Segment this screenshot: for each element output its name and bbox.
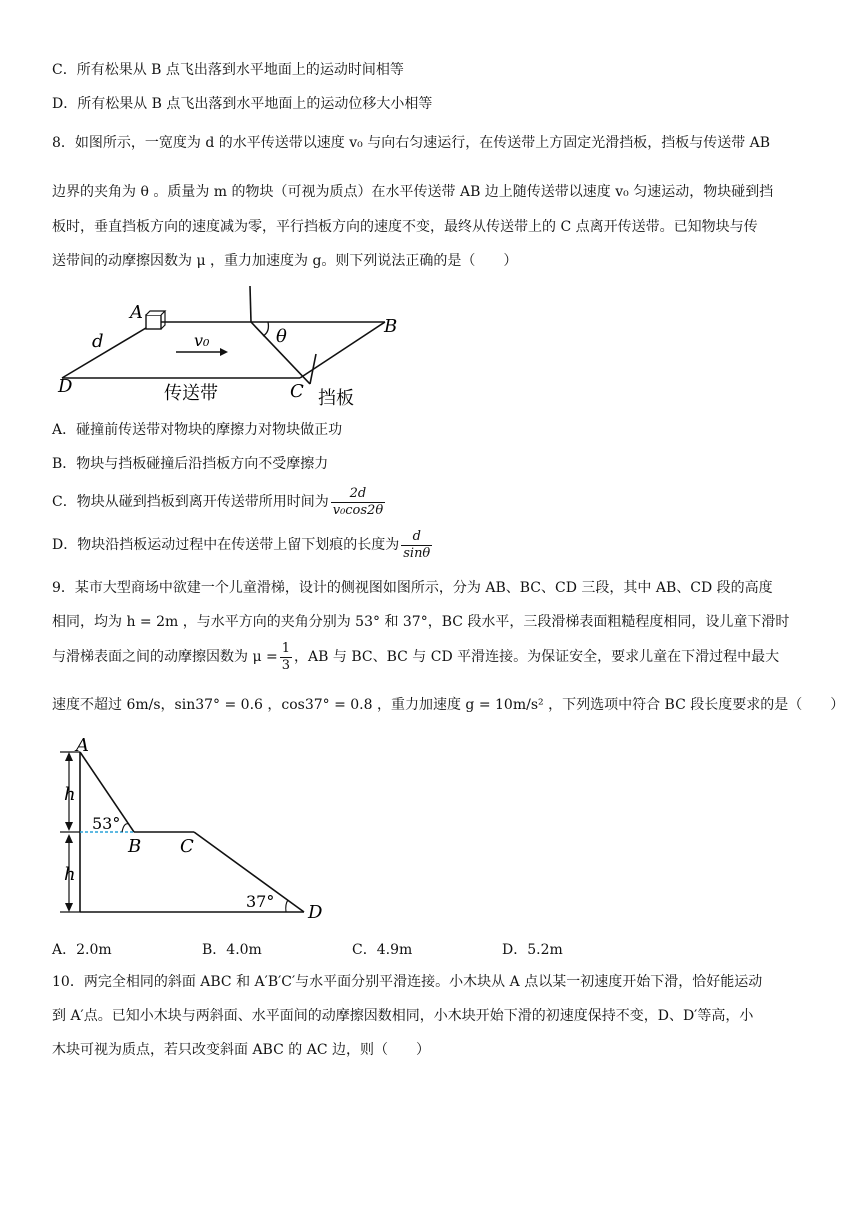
block [146, 315, 161, 329]
fraction-denominator: 3 [281, 657, 291, 673]
velocity-arrowhead [220, 348, 228, 356]
fraction-numerator: 1 [281, 640, 291, 656]
label-v0: v₀ [194, 331, 210, 350]
label-37: 37° [246, 892, 275, 911]
q9-option-d: D．5.2m [502, 942, 563, 958]
q9-option-a: A．2.0m [52, 942, 112, 958]
label-b: B [384, 316, 398, 337]
angle-37-arc [286, 900, 288, 912]
q9-slide-figure [52, 734, 342, 924]
q10-stem-line-3: 木块可视为质点，若只改变斜面 ABC 的 AC 边，则（ ） [52, 1042, 430, 1058]
label-d: D [58, 376, 73, 397]
q9-stem-line-4: 速度不超过 6m/s，sin37° = 0.6 ，cos37° = 0.8 ，重力加速度 g = 10m/s² ，下列选项中符合 BC 段长度要求的是（ ） [52, 697, 845, 713]
q10-stem-line-1: 10．两完全相同的斜面 ABC 和 A′B′C′与水平面分别平滑连接。小木块从 A 点以某一初速度开始下滑，恰好能运动 [52, 974, 763, 990]
q9-stem-line-2: 相同，均为 h = 2m ，与水平方向的夹角分别为 53° 和 37°，BC 段水平，三段滑梯表面粗糙程度相同，设儿童下滑时 [52, 614, 790, 630]
q8-option-c-text: C．物块从碰到挡板到离开传送带所用时间为 [52, 494, 329, 510]
label-53: 53° [92, 814, 121, 833]
label-a: A [76, 735, 89, 756]
q8-conveyor-figure [52, 282, 398, 410]
fraction-denominator: v₀cos2θ [332, 502, 384, 518]
block-top-face [146, 311, 165, 315]
label-b: B [128, 836, 142, 857]
q8-option-d-fraction [401, 529, 432, 562]
q9-mu-fraction [280, 641, 292, 674]
q7-option-d: D．所有松果从 B 点飞出落到水平地面上的运动位移大小相等 [52, 96, 433, 112]
label-c: C [290, 381, 304, 402]
baffle-top-stub [250, 286, 251, 322]
fraction-numerator: 2d [331, 486, 385, 503]
q7-option-c: C．所有松果从 B 点飞出落到水平地面上的运动时间相等 [52, 62, 404, 78]
label-d: D [308, 902, 323, 923]
belt-edge-ad [62, 322, 156, 378]
q8-option-c-fraction [331, 486, 385, 519]
theta-arc [263, 322, 268, 336]
arrowhead [65, 822, 73, 831]
fraction-denominator: sinθ [403, 545, 431, 561]
q9-option-c: C．4.9m [352, 942, 413, 958]
q8-stem-line-2: 边界的夹角为 θ 。质量为 m 的物块（可视为质点）在水平传送带 AB 边上随传送带以速度 v₀ 匀速运动，物块碰到挡 [52, 184, 774, 200]
q8-stem-line-3: 板时，垂直挡板方向的速度减为零，平行挡板方向的速度不变，最终从传送带上的 C 点离开传送带。已知物块与传 [52, 219, 758, 235]
q8-option-c [52, 484, 387, 520]
arrowhead [65, 903, 73, 912]
q9-line3-suffix: ，AB 与 BC、BC 与 CD 平滑连接。为保证安全，要求儿童在下滑过程中最大 [294, 649, 780, 665]
arrowhead [65, 834, 73, 843]
label-a: A [130, 302, 143, 323]
label-c: C [180, 836, 194, 857]
q9-stem-line-3 [52, 638, 779, 676]
q9-option-b: B．4.0m [202, 942, 262, 958]
arrowhead [65, 752, 73, 761]
label-width-d: d [92, 331, 104, 352]
label-theta: θ [276, 326, 287, 347]
fraction-numerator: d [401, 529, 432, 546]
label-h-top: h [64, 784, 76, 805]
label-baffle: 挡板 [318, 388, 354, 409]
q8-option-b: B．物块与挡板碰撞后沿挡板方向不受摩擦力 [52, 456, 329, 472]
q8-option-d [52, 527, 434, 563]
q9-stem-line-1: 9．某市大型商场中欲建一个儿童滑梯，设计的侧视图如图所示，分为 AB、BC、CD 三段，其中 AB、CD 段的高度 [52, 580, 773, 596]
q8-stem-line-4: 送带间的动摩擦因数为 μ ，重力加速度为 g。则下列说法正确的是（ ） [52, 253, 518, 269]
q8-option-d-text: D．物块沿挡板运动过程中在传送带上留下划痕的长度为 [52, 537, 400, 553]
q10-stem-line-2: 到 A′点。已知小木块与两斜面、水平面间的动摩擦因数相同，小木块开始下滑的初速度保持不变，D、D′等高，小 [52, 1008, 754, 1024]
q8-stem-line-1: 8．如图所示，一宽度为 d 的水平传送带以速度 v₀ 与向右匀速运行，在传送带上方固定光滑挡板，挡板与传送带 AB [52, 135, 771, 151]
label-belt: 传送带 [164, 383, 218, 404]
q9-line3-prefix: 与滑梯表面之间的动摩擦因数为 μ = [52, 649, 278, 665]
label-h-bottom: h [64, 864, 76, 885]
angle-53-arc [122, 824, 129, 832]
q8-option-a: A．碰撞前传送带对物块的摩擦力对物块做正功 [52, 422, 343, 438]
